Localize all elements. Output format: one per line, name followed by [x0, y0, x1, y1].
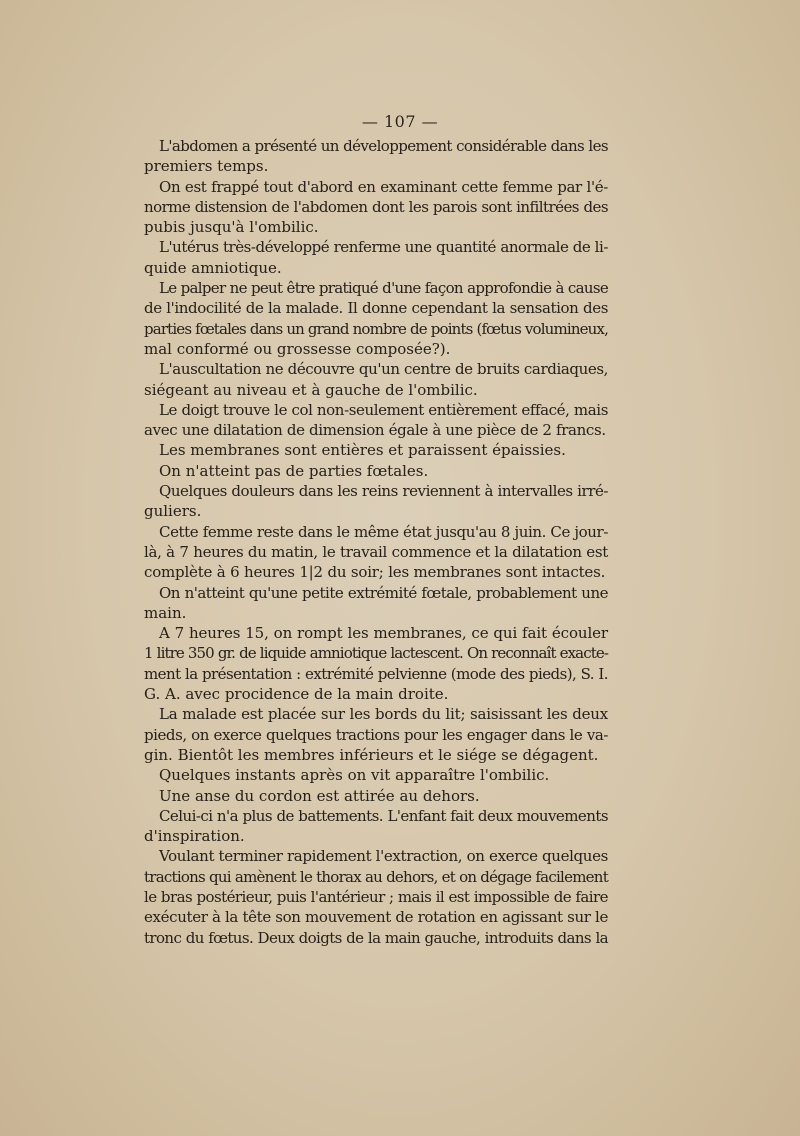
- text-line: On est frappé tout d'abord en examinant cette femme par l'é-: [159, 177, 608, 196]
- text-line: pubis jusqu'à l'ombilic.: [144, 218, 319, 237]
- text-line: tronc du fœtus. Deux doigts de la main gauche, introduits dans la: [144, 928, 608, 947]
- text-line: Le doigt trouve le col non-seulement entièrement effacé, mais: [159, 400, 608, 419]
- text-line: Cette femme reste dans le même état jusqu'au 8 juin. Ce jour-: [159, 522, 608, 541]
- text-line: pieds, on exerce quelques tractions pour les engager dans le va-: [144, 725, 608, 744]
- text-line: mal conformé ou grossesse composée?).: [144, 339, 451, 358]
- text-line: L'utérus très-développé renferme une quantité anormale de li-: [159, 238, 608, 257]
- text-line: Celui-ci n'a plus de battements. L'enfant fait deux mouvements: [159, 806, 608, 825]
- text-line: parties fœtales dans un grand nombre de points (fœtus volumineux,: [144, 319, 608, 338]
- text-line: ment la présentation : extrémité pelvienne (mode des pieds), S. I.: [144, 664, 608, 683]
- text-line: Le palper ne peut être pratiqué d'une façon approfondie à cause: [159, 279, 608, 298]
- text-line: le bras postérieur, puis l'antérieur ; mais il est impossible de faire: [144, 887, 608, 906]
- text-line: Une anse du cordon est attirée au dehors.: [159, 786, 480, 805]
- text-line: gin. Bientôt les membres inférieurs et le siége se dégagent.: [144, 745, 599, 764]
- text-line: La malade est placée sur les bords du lit; saisissant les deux: [159, 705, 608, 724]
- text-line: On n'atteint qu'une petite extrémité fœtale, probablement une: [159, 583, 608, 602]
- text-line: de l'indocilité de la malade. Il donne cependant la sensation des: [144, 299, 608, 318]
- text-line: tractions qui amènent le thorax au dehors, et on dégage facilement: [144, 867, 608, 886]
- text-line: L'auscultation ne découvre qu'un centre de bruits cardiaques,: [159, 360, 608, 379]
- text-line: G. A. avec procidence de la main droite.: [144, 685, 449, 704]
- text-line: guliers.: [144, 502, 202, 521]
- text-line: là, à 7 heures du matin, le travail commence et la dilatation est: [144, 542, 608, 561]
- text-line: Voulant terminer rapidement l'extraction, on exerce quelques: [159, 847, 608, 866]
- body-text: [144, 136, 608, 948]
- text-line: premiers temps.: [144, 157, 269, 176]
- text-line: Les membranes sont entières et paraissent épaissies.: [159, 441, 566, 460]
- text-line: A 7 heures 15, on rompt les membranes, ce qui fait écouler: [159, 624, 608, 643]
- text-line: On n'atteint pas de parties fœtales.: [159, 461, 429, 480]
- text-line: L'abdomen a présenté un développement considérable dans les: [159, 137, 608, 155]
- text-line: quide amniotique.: [144, 258, 282, 277]
- text-line: exécuter à la tête son mouvement de rotation en agissant sur le: [144, 908, 608, 927]
- text-line: d'inspiration.: [144, 827, 245, 846]
- text-line: Quelques instants après on vit apparaître l'ombilic.: [159, 766, 550, 785]
- text-line: norme distension de l'abdomen dont les parois sont infiltrées des: [144, 197, 608, 216]
- text-line: siégeant au niveau et à gauche de l'ombilic.: [144, 380, 478, 399]
- text-line: avec une dilatation de dimension égale à une pièce de 2 francs.: [144, 421, 606, 440]
- page-number: — 107 —: [361, 112, 439, 131]
- text-line: 1 litre 350 gr. de liquide amniotique lactescent. On reconnaît exacte-: [144, 644, 608, 663]
- text-line: complète à 6 heures 1|2 du soir; les membranes sont intactes.: [144, 563, 606, 582]
- text-line: main.: [144, 603, 187, 622]
- text-line: Quelques douleurs dans les reins reviennent à intervalles irré-: [159, 482, 608, 501]
